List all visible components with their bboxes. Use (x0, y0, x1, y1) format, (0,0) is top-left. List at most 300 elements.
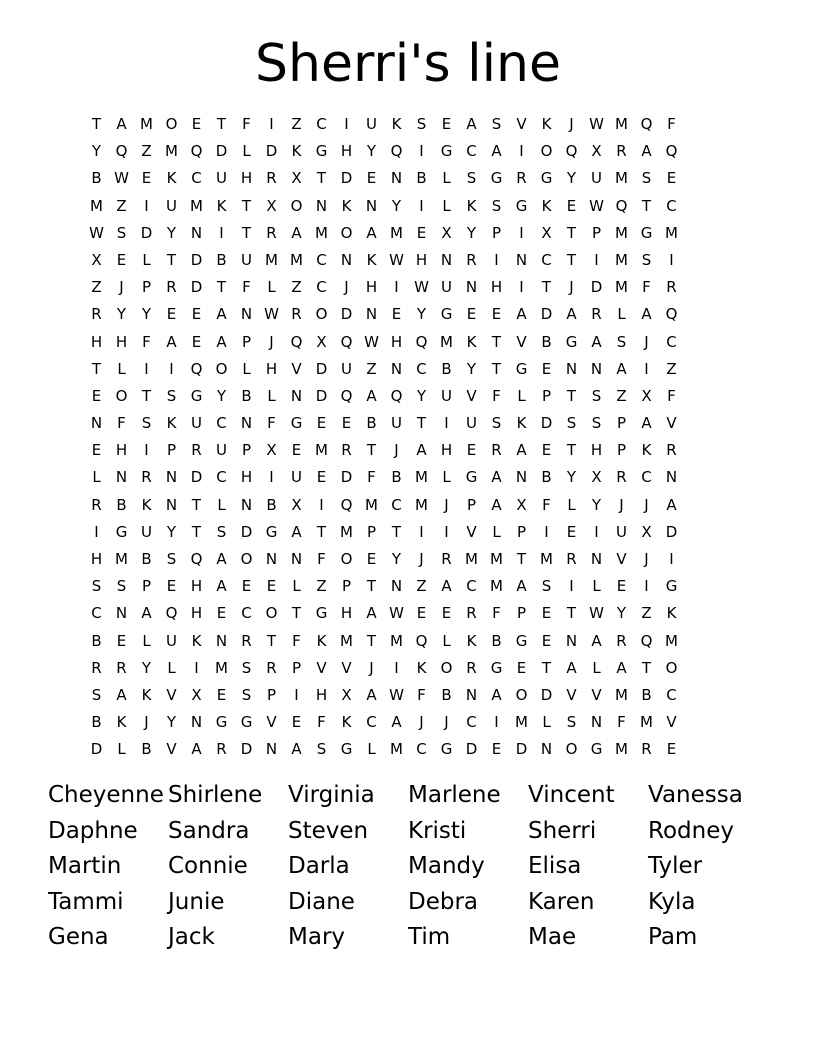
grid-letter: W (414, 278, 429, 297)
grid-letter: Y (391, 550, 402, 568)
grid-letter: T (566, 223, 577, 242)
grid-letter: B (91, 631, 102, 650)
grid-letter: J (419, 550, 424, 568)
grid-letter: X (316, 332, 327, 351)
grid-row (84, 576, 684, 603)
word-list-item: Connie (168, 853, 248, 879)
grid-letter: A (291, 740, 302, 759)
grid-letter: R (516, 169, 527, 188)
grid-letter: N (590, 359, 603, 378)
grid-letter: K (466, 631, 477, 650)
grid-letter: I (269, 115, 274, 133)
grid-letter: Q (565, 142, 578, 161)
grid-row (84, 250, 684, 277)
grid-letter: H (590, 441, 603, 460)
grid-letter: A (491, 685, 502, 704)
grid-letter: X (641, 386, 652, 405)
grid-letter: M (440, 332, 453, 351)
grid-letter: L (267, 386, 276, 405)
grid-letter: V (291, 359, 302, 378)
grid-letter: P (241, 441, 252, 460)
grid-letter: Z (366, 359, 377, 378)
grid-letter: Y (416, 386, 427, 405)
grid-letter: E (666, 169, 677, 188)
grid-letter: G (440, 142, 453, 161)
grid-letter: Y (166, 223, 177, 242)
grid-letter: G (490, 658, 503, 677)
grid-letter: M (665, 223, 678, 242)
grid-letter: B (91, 713, 102, 732)
grid-letter: T (141, 386, 152, 405)
grid-letter: A (166, 332, 177, 351)
grid-letter: E (116, 631, 127, 650)
grid-letter: C (316, 250, 327, 269)
grid-letter: G (515, 196, 528, 215)
grid-letter: N (215, 631, 228, 650)
grid-letter: F (242, 278, 251, 297)
grid-letter: A (416, 441, 427, 460)
grid-letter: T (641, 196, 652, 215)
grid-letter: X (441, 223, 452, 242)
word-list-item: Marlene (408, 782, 501, 808)
word-list-item: Sherri (528, 817, 597, 844)
grid-letter: U (216, 441, 227, 460)
grid-letter: R (266, 169, 277, 188)
grid-letter: O (265, 604, 278, 623)
grid-letter: Q (665, 142, 678, 161)
grid-letter: E (541, 359, 552, 378)
grid-letter: S (591, 386, 602, 405)
grid-letter: L (117, 740, 126, 759)
grid-letter: G (565, 332, 578, 351)
grid-letter: A (466, 115, 477, 133)
grid-letter: N (90, 414, 103, 433)
grid-letter: S (641, 250, 652, 269)
grid-letter: Q (190, 142, 203, 161)
grid-letter: Q (190, 550, 203, 568)
grid-letter: L (567, 495, 576, 514)
grid-letter: L (442, 631, 451, 650)
grid-letter: V (466, 522, 477, 541)
word-list-item: Tyler (648, 853, 703, 879)
grid-letter: I (319, 495, 324, 514)
grid-letter: E (341, 414, 352, 433)
grid-letter: E (616, 577, 627, 596)
grid-letter: K (666, 604, 677, 623)
grid-letter: D (190, 278, 203, 297)
grid-letter: Y (116, 305, 127, 324)
grid-letter: T (366, 577, 377, 596)
grid-letter: N (390, 359, 403, 378)
grid-letter: V (466, 386, 477, 405)
grid-letter: F (492, 604, 501, 623)
grid-letter: K (141, 685, 152, 704)
grid-letter: R (491, 441, 502, 460)
grid-letter: L (617, 305, 626, 324)
grid-letter: E (191, 305, 202, 324)
grid-letter: Q (415, 332, 428, 351)
grid-letter: J (419, 713, 424, 732)
word-list-item: Kristi (408, 817, 467, 844)
word-list-item: Kyla (648, 888, 696, 915)
grid-letter: W (589, 115, 604, 133)
grid-letter: K (141, 495, 152, 514)
grid-letter: R (116, 658, 127, 677)
grid-letter: A (491, 468, 502, 487)
grid-letter: F (142, 332, 151, 351)
word-list-item: Steven (288, 817, 369, 844)
grid-letter: H (490, 278, 503, 297)
grid-letter: R (141, 468, 152, 487)
word-list-item: Pam (648, 924, 698, 950)
grid-letter: B (541, 332, 552, 351)
grid-letter: H (340, 142, 353, 161)
grid-letter: A (641, 414, 652, 433)
grid-letter: R (666, 278, 677, 297)
grid-letter: M (140, 115, 153, 133)
word-list-item: Tim (408, 924, 451, 950)
grid-letter: A (366, 685, 377, 704)
grid-letter: S (166, 550, 177, 568)
grid-letter: E (491, 740, 502, 759)
grid-letter: A (191, 740, 202, 759)
grid-letter: C (191, 169, 202, 188)
grid-letter: N (465, 685, 478, 704)
grid-letter: Q (340, 332, 353, 351)
grid-letter: I (144, 441, 149, 460)
grid-letter: E (366, 169, 377, 188)
grid-letter: J (344, 278, 349, 297)
grid-letter: X (191, 685, 202, 704)
grid-letter: A (216, 332, 227, 351)
grid-letter: T (541, 658, 552, 677)
grid-letter: X (641, 522, 652, 541)
grid-letter: G (215, 713, 228, 732)
grid-letter: F (667, 386, 676, 405)
grid-letter: L (367, 740, 376, 759)
grid-letter: X (91, 250, 102, 269)
grid-letter: D (540, 305, 553, 324)
grid-letter: V (516, 115, 527, 133)
grid-letter: L (92, 468, 101, 487)
grid-letter: N (115, 468, 128, 487)
grid-letter: C (666, 332, 677, 351)
grid-letter: S (566, 713, 577, 732)
grid-letter: Q (340, 495, 353, 514)
grid-letter: U (441, 278, 452, 297)
grid-letter: S (491, 115, 502, 133)
grid-letter: K (316, 631, 327, 650)
grid-letter: N (240, 305, 253, 324)
grid-letter: G (315, 604, 328, 623)
grid-letter: I (419, 196, 424, 215)
grid-letter: X (266, 441, 277, 460)
grid-letter: S (116, 223, 127, 242)
grid-letter: L (142, 250, 151, 269)
grid-letter: T (366, 441, 377, 460)
grid-letter: F (317, 550, 326, 568)
grid-letter: G (665, 577, 678, 596)
grid-letter: B (541, 468, 552, 487)
grid-letter: A (291, 223, 302, 242)
grid-letter: L (442, 468, 451, 487)
grid-letter: E (541, 604, 552, 623)
grid-letter: I (494, 250, 499, 269)
grid-letter: H (340, 604, 353, 623)
grid-letter: G (240, 713, 253, 732)
word-list-item: Rodney (648, 817, 734, 844)
grid-letter: J (644, 332, 649, 351)
grid-letter: J (444, 495, 449, 514)
grid-letter: I (94, 522, 99, 541)
grid-letter: T (566, 441, 577, 460)
grid-letter: K (166, 169, 177, 188)
word-list-item: Cheyenne (48, 782, 164, 808)
grid-letter: V (666, 713, 677, 732)
grid-letter: O (290, 196, 303, 215)
grid-letter: Y (416, 305, 427, 324)
grid-letter: H (440, 441, 453, 460)
grid-letter: K (466, 332, 477, 351)
grid-letter: M (390, 740, 403, 759)
grid-letter: E (491, 305, 502, 324)
grid-letter: P (516, 522, 527, 541)
grid-letter: U (291, 468, 302, 487)
grid-letter: H (90, 550, 103, 568)
grid-letter: S (416, 115, 427, 133)
grid-letter: N (540, 740, 553, 759)
grid-letter: T (216, 278, 227, 297)
grid-letter: S (91, 685, 102, 704)
grid-letter: G (315, 142, 328, 161)
grid-letter: I (519, 142, 524, 161)
grid-letter: H (265, 359, 278, 378)
grid-letter: A (641, 305, 652, 324)
grid-row (84, 522, 684, 549)
grid-letter: E (316, 468, 327, 487)
grid-letter: P (591, 223, 602, 242)
grid-letter: A (366, 386, 377, 405)
grid-letter: T (241, 223, 252, 242)
grid-letter: O (565, 740, 578, 759)
grid-letter: N (265, 550, 278, 568)
word-list-item: Darla (288, 853, 350, 879)
grid-letter: U (341, 359, 352, 378)
grid-letter: Q (390, 142, 403, 161)
grid-letter: O (315, 305, 328, 324)
grid-letter: F (292, 631, 301, 650)
grid-letter: E (241, 577, 252, 596)
grid-letter: Q (640, 115, 653, 133)
grid-letter: P (341, 577, 352, 596)
grid-letter: Z (291, 115, 302, 133)
grid-letter: U (366, 115, 377, 133)
grid-letter: N (590, 550, 603, 568)
grid-letter: J (569, 115, 574, 133)
grid-letter: S (241, 658, 252, 677)
grid-letter: E (541, 631, 552, 650)
grid-letter: M (390, 223, 403, 242)
grid-letter: M (315, 441, 328, 460)
grid-letter: G (440, 305, 453, 324)
grid-row (84, 304, 684, 331)
grid-letter: C (666, 196, 677, 215)
grid-letter: V (166, 740, 177, 759)
grid-letter: E (216, 685, 227, 704)
grid-letter: G (265, 522, 278, 541)
grid-letter: E (166, 305, 177, 324)
grid-letter: O (340, 550, 353, 568)
grid-letter: K (116, 713, 127, 732)
grid-letter: D (265, 142, 278, 161)
grid-letter: P (141, 278, 152, 297)
grid-letter: G (590, 740, 603, 759)
grid-letter: O (440, 658, 453, 677)
grid-letter: N (165, 468, 178, 487)
grid-letter: K (641, 441, 652, 460)
grid-letter: Q (340, 386, 353, 405)
grid-letter: S (91, 577, 102, 596)
grid-letter: M (465, 550, 478, 568)
grid-letter: Z (641, 604, 652, 623)
grid-letter: Y (566, 169, 577, 188)
grid-letter: D (190, 468, 203, 487)
grid-letter: P (141, 577, 152, 596)
grid-letter: E (391, 305, 402, 324)
grid-letter: Y (391, 196, 402, 215)
grid-letter: N (340, 250, 353, 269)
grid-letter: A (641, 142, 652, 161)
grid-letter: N (365, 305, 378, 324)
grid-letter: R (266, 658, 277, 677)
grid-letter: N (315, 196, 328, 215)
grid-letter: I (644, 577, 649, 596)
grid-row (84, 332, 684, 359)
grid-letter: N (390, 169, 403, 188)
grid-letter: T (191, 522, 202, 541)
grid-letter: M (315, 223, 328, 242)
grid-letter: M (640, 713, 653, 732)
grid-letter: Q (615, 196, 628, 215)
grid-letter: Q (165, 604, 178, 623)
grid-letter: C (216, 468, 227, 487)
grid-letter: O (165, 115, 178, 133)
grid-letter: A (141, 604, 152, 623)
grid-letter: U (166, 196, 177, 215)
grid-letter: T (266, 631, 277, 650)
grid-letter: W (364, 332, 379, 351)
grid-letter: D (515, 740, 528, 759)
grid-letter: I (494, 713, 499, 732)
grid-letter: K (541, 196, 552, 215)
grid-letter: H (315, 685, 328, 704)
word-list (48, 778, 768, 956)
grid-letter: U (241, 250, 252, 269)
grid-letter: E (466, 305, 477, 324)
grid-letter: I (669, 550, 674, 568)
grid-letter: D (315, 386, 328, 405)
grid-letter: L (492, 522, 501, 541)
grid-row (84, 739, 684, 766)
grid-letter: D (140, 223, 153, 242)
grid-letter: M (615, 685, 628, 704)
grid-letter: T (491, 359, 502, 378)
grid-letter: Z (316, 577, 327, 596)
grid-letter: D (540, 414, 553, 433)
grid-row (84, 658, 684, 685)
grid-letter: I (394, 658, 399, 677)
grid-letter: I (194, 658, 199, 677)
grid-letter: B (441, 359, 452, 378)
grid-letter: N (190, 223, 203, 242)
grid-letter: V (666, 414, 677, 433)
grid-letter: F (242, 115, 251, 133)
grid-letter: N (590, 713, 603, 732)
grid-letter: R (641, 740, 652, 759)
grid-letter: N (115, 604, 128, 623)
grid-letter: J (619, 495, 624, 514)
grid-letter: A (566, 305, 577, 324)
grid-letter: A (516, 577, 527, 596)
grid-letter: S (216, 522, 227, 541)
grid-letter: P (266, 685, 277, 704)
grid-letter: A (616, 658, 627, 677)
grid-letter: J (369, 658, 374, 677)
grid-letter: R (191, 441, 202, 460)
grid-letter: V (516, 332, 527, 351)
grid-letter: C (666, 685, 677, 704)
grid-row (84, 386, 684, 413)
grid-letter: N (265, 740, 278, 759)
grid-letter: G (515, 631, 528, 650)
grid-letter: S (116, 577, 127, 596)
grid-letter: R (616, 631, 627, 650)
grid-letter: D (340, 468, 353, 487)
grid-letter: L (242, 359, 251, 378)
grid-letter: A (491, 495, 502, 514)
grid-letter: R (341, 441, 352, 460)
grid-letter: I (569, 577, 574, 596)
grid-letter: Y (166, 522, 177, 541)
grid-letter: R (291, 305, 302, 324)
grid-letter: Y (141, 658, 152, 677)
grid-letter: S (241, 685, 252, 704)
grid-letter: I (219, 223, 224, 242)
grid-letter: L (442, 196, 451, 215)
grid-letter: F (492, 386, 501, 405)
grid-letter: Y (591, 495, 602, 514)
grid-letter: F (642, 278, 651, 297)
grid-letter: M (340, 522, 353, 541)
grid-letter: F (542, 495, 551, 514)
grid-letter: S (616, 332, 627, 351)
grid-letter: I (419, 522, 424, 541)
grid-letter: Q (390, 386, 403, 405)
grid-letter: I (444, 414, 449, 433)
grid-letter: Y (616, 604, 627, 623)
grid-letter: I (394, 278, 399, 297)
grid-letter: W (389, 250, 404, 269)
grid-row (84, 549, 684, 576)
grid-letter: V (591, 685, 602, 704)
grid-letter: L (217, 495, 226, 514)
grid-letter: J (119, 278, 124, 297)
grid-letter: N (165, 495, 178, 514)
word-list-item: Gena (48, 924, 109, 950)
grid-letter: C (241, 604, 252, 623)
grid-letter: A (516, 441, 527, 460)
grid-letter: S (491, 414, 502, 433)
